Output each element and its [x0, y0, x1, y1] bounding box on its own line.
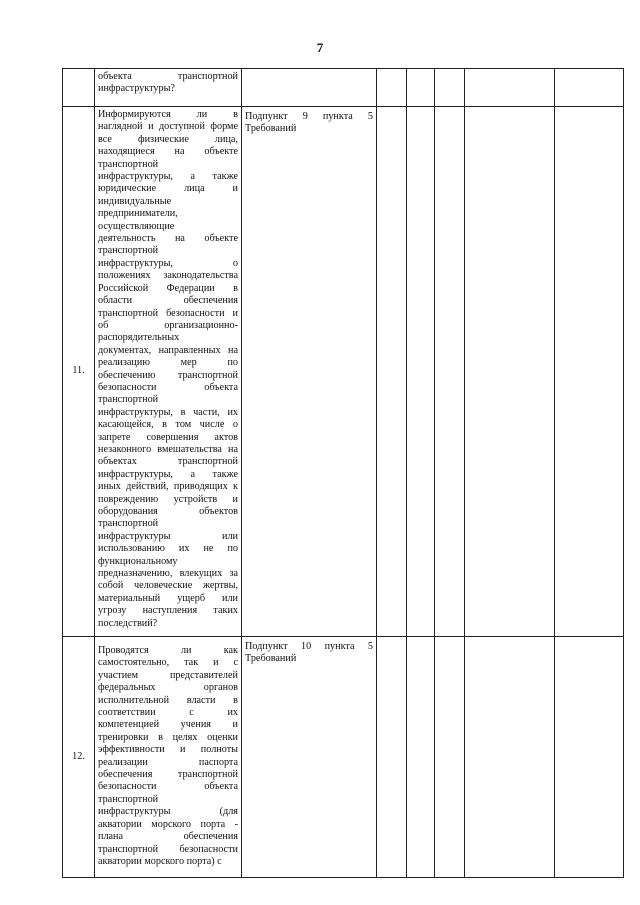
row-number-cell	[63, 69, 95, 107]
notes-cell	[465, 637, 555, 878]
question-text-line: области обеспечения	[98, 295, 238, 307]
question-text-line: инфраструктуры, а также	[98, 468, 238, 480]
question-text-line: обеспечения транспортной	[98, 769, 238, 781]
table-row	[63, 107, 624, 637]
question-text-line: Информируются ли в	[98, 109, 238, 120]
question-text-line: предприниматели,	[98, 208, 178, 220]
reference-cell	[242, 637, 377, 878]
question-text-line: реализацию мер по	[98, 357, 238, 369]
question-text-line: транспортной безопасности и	[98, 307, 238, 319]
question-text-line: транспортной	[98, 245, 159, 257]
table-row	[63, 69, 624, 107]
reference-text-line: Требований	[245, 653, 297, 665]
question-text-line: находящиеся на объекте	[98, 146, 238, 158]
question-text-line: запрете совершения актов	[98, 431, 238, 443]
answer-na-cell	[435, 69, 465, 107]
question-text-line: инфраструктуры, о	[98, 257, 238, 269]
question-cell	[95, 637, 242, 878]
question-text-line: Российской Федерации в	[98, 282, 238, 294]
question-text-line: функциональному	[98, 555, 178, 567]
extra-cell	[555, 107, 624, 637]
question-cell	[95, 107, 242, 637]
question-text-line: инфраструктуры?	[98, 83, 175, 95]
question-text-line: деятельность на объекте	[98, 233, 238, 245]
reference-text-line: Подпункт 9 пункта 5	[245, 111, 373, 122]
question-text-line: безопасности объекта	[98, 381, 238, 393]
question-text-line: самостоятельно, так и с	[98, 657, 238, 669]
question-text-line: документах, направленных на	[98, 344, 238, 356]
question-text-line: акватории морского порта) с	[98, 855, 222, 867]
question-text-line: тренировки в целях оценки	[98, 731, 238, 743]
question-text-line: акватории морского порта -	[98, 818, 238, 830]
question-text-line: распорядительных	[98, 332, 180, 344]
answer-na-cell	[435, 107, 465, 637]
question-cell	[95, 69, 242, 107]
answer-no-cell	[407, 107, 435, 637]
question-text-line: реализации паспорта	[98, 756, 238, 768]
answer-yes-cell	[377, 69, 407, 107]
question-text-line: федеральных органов	[98, 682, 238, 694]
answer-no-cell	[407, 637, 435, 878]
question-text-line: инфраструктуры, в части, их	[98, 406, 238, 418]
question-text-line: осуществляющие	[98, 220, 175, 232]
question-text-line: объекта транспортной	[98, 71, 238, 82]
table-row	[63, 637, 624, 878]
question-text-line: компетенцией учения и	[98, 719, 238, 731]
row-number: 11.	[63, 107, 95, 637]
question-text-line: плана обеспечения	[98, 831, 238, 843]
question-text-line: повреждению устройств и	[98, 493, 238, 505]
question-text-line: материальный ущерб или	[98, 592, 238, 604]
question-text-line: собой человеческие жертвы,	[98, 580, 238, 592]
extra-cell	[555, 69, 624, 107]
question-text-line: транспортной	[98, 793, 159, 805]
question-text-line: оборудования объектов	[98, 506, 238, 517]
extra-cell	[555, 637, 624, 878]
question-text-line: Проводятся ли как	[98, 645, 238, 656]
question-text-line: инфраструктуры или	[98, 530, 238, 542]
question-text-line: индивидуальные	[98, 195, 172, 207]
question-text-line: транспортной	[98, 394, 159, 406]
question-text-line: транспортной	[98, 518, 159, 530]
question-text-line: касающейся, в том числе о	[98, 419, 238, 431]
question-text-line: эффективности и полноты	[98, 744, 238, 756]
question-text-line: иных действий, приводящих к	[98, 481, 238, 493]
question-text-line: все физические лица,	[98, 133, 238, 145]
question-text-line: участием представителей	[98, 669, 238, 681]
question-text-line: использованию их не по	[98, 543, 238, 555]
notes-cell	[465, 107, 555, 637]
question-text-line: обеспечению транспортной	[98, 369, 238, 381]
reference-cell	[242, 107, 377, 637]
question-text-line: соответствии с их	[98, 707, 238, 719]
question-text-line: угрозу наступления таких	[98, 605, 238, 617]
answer-yes-cell	[377, 107, 407, 637]
question-text-line: последствий?	[98, 617, 158, 629]
question-text-line: юридические лица и	[98, 183, 238, 195]
notes-cell	[465, 69, 555, 107]
question-text-line: положениях законодательства	[98, 270, 238, 282]
page-number: 7	[316, 40, 324, 55]
question-text-line: инфраструктуры (для	[98, 806, 238, 818]
answer-no-cell	[407, 69, 435, 107]
question-text-line: транспортной безопасности	[98, 843, 238, 855]
question-text-line: предназначению, влекущих за	[98, 568, 238, 580]
question-text-line: инфраструктуры, а также	[98, 171, 238, 183]
question-text-line: наглядной и доступной форме	[98, 121, 238, 133]
question-text-line: объектах транспортной	[98, 456, 238, 468]
question-text-line: незаконного вмешательства на	[98, 443, 238, 455]
question-text-line: исполнительной власти в	[98, 694, 238, 706]
row-number: 12.	[63, 637, 95, 878]
answer-yes-cell	[377, 637, 407, 878]
reference-cell	[242, 69, 377, 107]
question-text-line: об организационно-	[98, 319, 238, 331]
reference-text-line: Подпункт 10 пункта 5	[245, 641, 373, 652]
answer-na-cell	[435, 637, 465, 878]
checklist-table	[62, 68, 624, 878]
question-text-line: транспортной	[98, 158, 159, 170]
question-text-line: безопасности объекта	[98, 781, 238, 793]
reference-text-line: Требований	[245, 123, 297, 135]
